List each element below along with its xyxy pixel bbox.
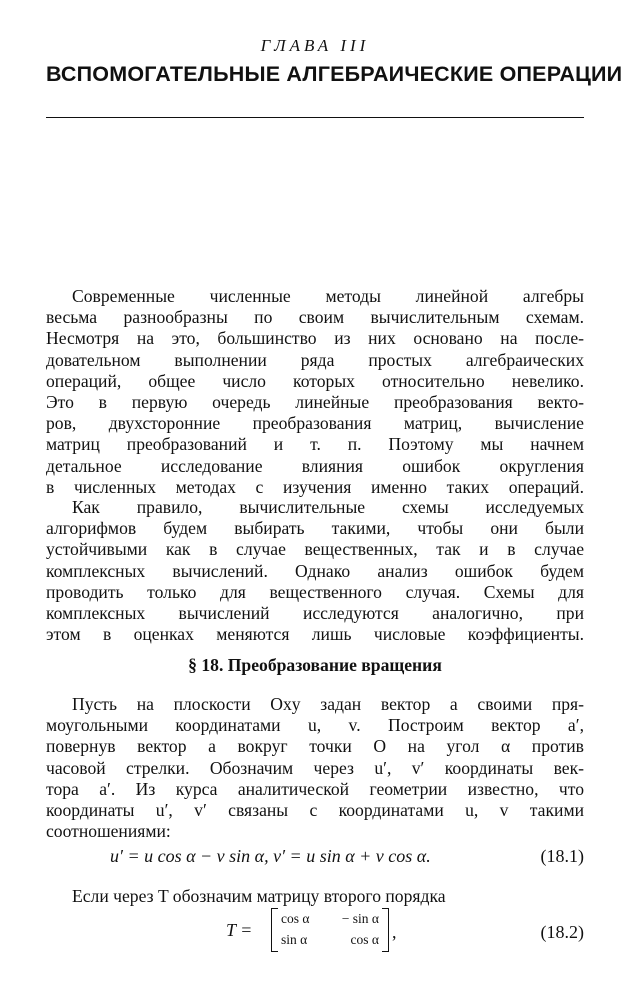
matrix-cell: − sin α <box>341 911 379 926</box>
text-line: тора a′. Из курса аналитической геометрии известно, что <box>46 778 584 799</box>
text-line: матриц преобразований и т. п. Поэтому мы начнем <box>46 434 584 455</box>
matrix-cell: cos α <box>281 911 310 926</box>
rotation-matrix <box>271 908 389 952</box>
text-line: комплексных вычислений. Однако анализ ошибок будем <box>46 560 584 581</box>
text-line: комплексных вычислений исследуются аналогично, при <box>46 603 584 624</box>
equation-body: u′ = u cos α − v sin α, v′ = u sin α + v cos α. <box>110 846 431 866</box>
text-line: операций, общее число которых относительно невелико. <box>46 370 584 391</box>
text-line: Пусть на плоскости Oxy задан вектор a своими пря- <box>72 694 584 714</box>
intro-paragraph-1 <box>46 286 584 498</box>
equation-number: (18.2) <box>540 922 584 942</box>
section-paragraph <box>46 694 584 842</box>
text-line: соотношениями: <box>46 821 171 842</box>
matrix-cell: cos α <box>350 932 379 947</box>
text-line: моугольными координатами u, v. Построим вектор a′, <box>46 715 584 736</box>
equation-comma: , <box>392 922 397 942</box>
text-line: координаты u′, v′ связаны с координатами u, v такими <box>46 800 584 821</box>
text-line: проводить только для вещественного случая. Схемы для <box>46 581 584 602</box>
section-title: § 18. Преобразование вращения <box>188 655 442 675</box>
text-line: Это в первую очередь линейные преобразования векто- <box>46 392 584 413</box>
text-line: устойчивыми как в случае вещественных, так и в случае <box>46 539 584 560</box>
text-line: в численных методах с изучения именно таких операций. <box>46 476 584 497</box>
matrix-left-bracket <box>271 908 278 952</box>
text-line: алгорифмов будем выбирать такими, чтобы они были <box>46 518 584 539</box>
text-line: ров, двухсторонние преобразования матриц, вычисление <box>46 413 584 434</box>
equation-lhs: T = <box>226 920 253 940</box>
text-line: Если через T обозначим матрицу второго порядка <box>72 886 446 906</box>
matrix-right-bracket <box>382 908 389 952</box>
title-rule <box>46 117 584 118</box>
text-line: весьма разнообразны по своим вычислительным схемам. <box>46 307 584 328</box>
text-line: детальное исследование влияния ошибок округления <box>46 455 584 476</box>
equation-18-2 <box>46 906 584 956</box>
text-line: Несмотря на это, большинство из них основано на после- <box>46 328 584 349</box>
text-line: Современные численные методы линейной алгебры <box>72 286 584 306</box>
chapter-label: ГЛАВА III <box>260 36 370 55</box>
text-line: часовой стрелки. Обозначим через u′, v′ координаты век- <box>46 757 584 778</box>
text-line: довательном выполнении ряда простых алгебраических <box>46 349 584 370</box>
intro-paragraph-2 <box>46 497 584 645</box>
book-page <box>46 0 623 1000</box>
text-line: Как правило, вычислительные схемы исследуемых <box>72 497 584 517</box>
chapter-title: ВСПОМОГАТЕЛЬНЫЕ АЛГЕБРАИЧЕСКИЕ ОПЕРАЦИИ <box>46 62 623 86</box>
equation-number: (18.1) <box>540 846 584 866</box>
text-line: этом в оценках меняются лишь числовые коэффициенты. <box>46 624 584 645</box>
matrix-intro-paragraph <box>46 886 584 907</box>
text-line: повернув вектор a вокруг точки O на угол α против <box>46 736 584 757</box>
matrix-cell: sin α <box>281 932 308 947</box>
